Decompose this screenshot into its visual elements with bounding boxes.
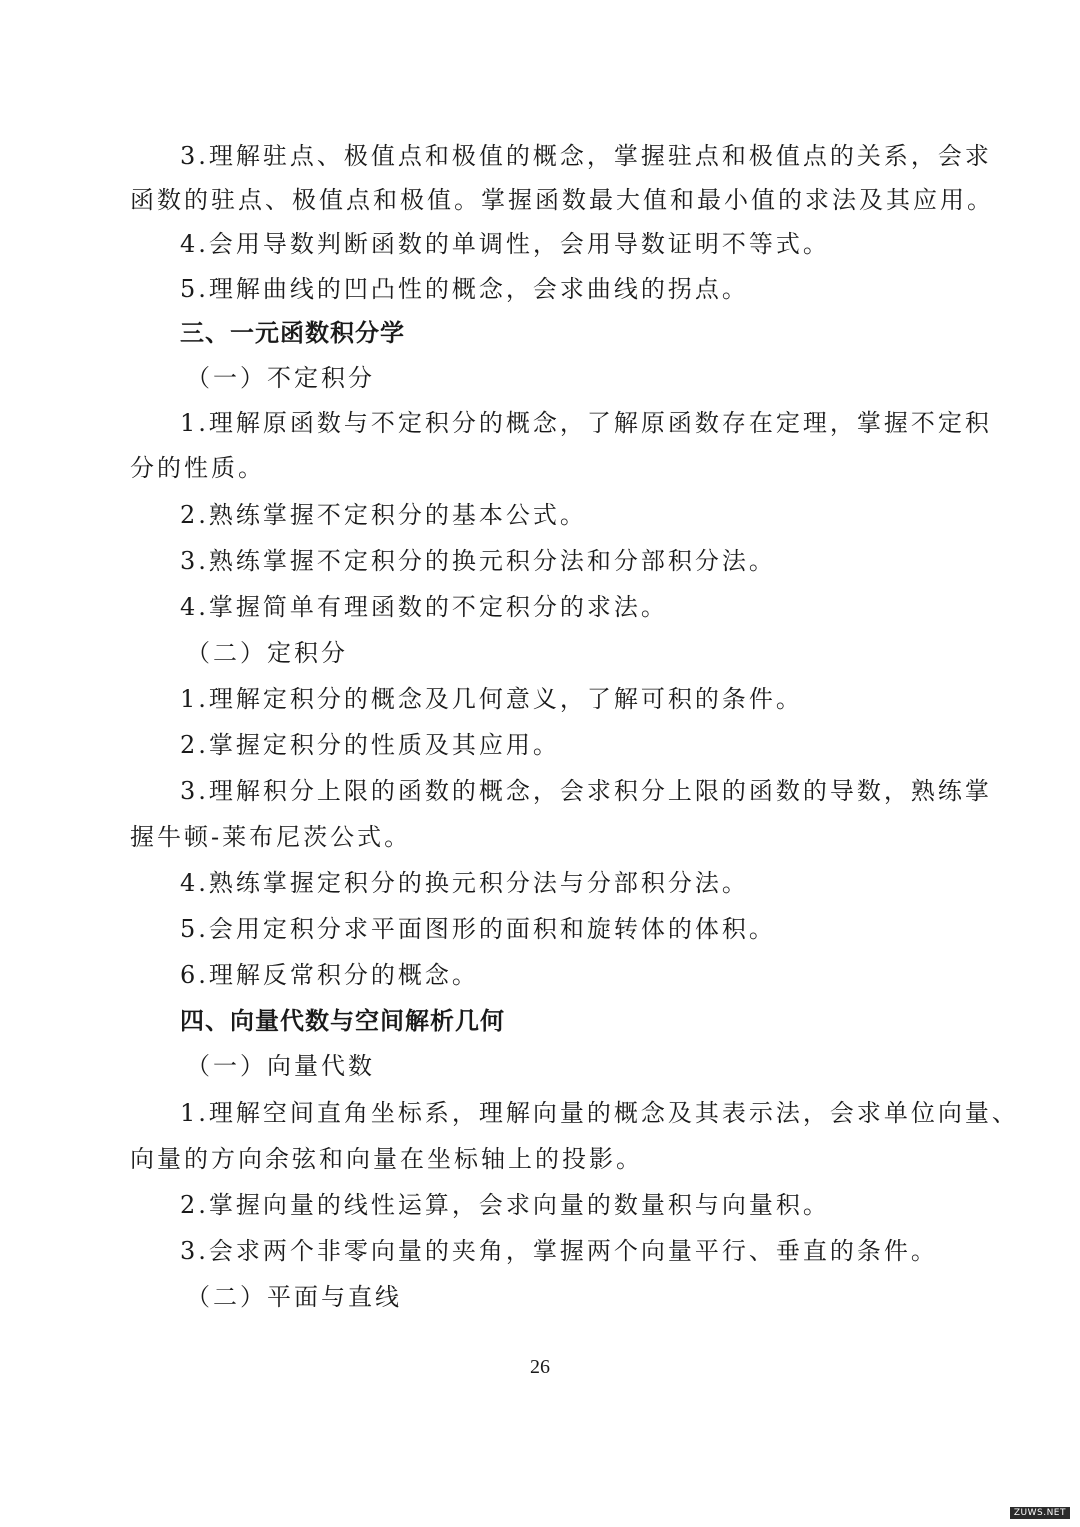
- text-line: 2.掌握定积分的性质及其应用。: [180, 731, 560, 759]
- subsection-heading: （一）向量代数: [186, 1052, 375, 1080]
- text-line: 向量的方向余弦和向量在坐标轴上的投影。: [130, 1145, 643, 1173]
- subsection-heading: （二）定积分: [186, 639, 348, 667]
- text-line: 3.会求两个非零向量的夹角，掌握两个向量平行、垂直的条件。: [180, 1237, 938, 1265]
- subsection-heading: （一）不定积分: [186, 364, 375, 392]
- text-line: 2.熟练掌握不定积分的基本公式。: [180, 501, 587, 529]
- page-number: 26: [530, 1356, 550, 1378]
- section-heading: 三、一元函数积分学: [180, 319, 405, 347]
- text-line: 6.理解反常积分的概念。: [180, 961, 479, 989]
- text-line: 1.理解空间直角坐标系，理解向量的概念及其表示法，会求单位向量、: [180, 1099, 1019, 1127]
- text-line: 5.理解曲线的凹凸性的概念，会求曲线的拐点。: [180, 275, 749, 303]
- text-line: 4.掌握简单有理函数的不定积分的求法。: [180, 593, 668, 621]
- text-line: 3.熟练掌握不定积分的换元积分法和分部积分法。: [180, 547, 776, 575]
- subsection-heading: （二）平面与直线: [186, 1283, 402, 1311]
- text-line: 1.理解定积分的概念及几何意义，了解可积的条件。: [180, 685, 803, 713]
- text-line: 2.掌握向量的线性运算，会求向量的数量积与向量积。: [180, 1191, 830, 1219]
- text-line: 4.会用导数判断函数的单调性，会用导数证明不等式。: [180, 230, 830, 258]
- text-line: 1.理解原函数与不定积分的概念，了解原函数存在定理，掌握不定积: [180, 409, 992, 437]
- section-heading: 四、向量代数与空间解析几何: [180, 1007, 505, 1035]
- watermark: ZUWS.NET: [1010, 1507, 1070, 1519]
- text-line: 5.会用定积分求平面图形的面积和旋转体的体积。: [180, 915, 776, 943]
- text-line: 分的性质。: [130, 454, 265, 482]
- text-line: 3.理解积分上限的函数的概念，会求积分上限的函数的导数，熟练掌: [180, 777, 992, 805]
- text-line: 函数的驻点、极值点和极值。掌握函数最大值和最小值的求法及其应用。: [130, 186, 994, 214]
- text-line: 4.熟练掌握定积分的换元积分法与分部积分法。: [180, 869, 749, 897]
- text-line: 握牛顿-莱布尼茨公式。: [130, 823, 412, 851]
- text-line: 3.理解驻点、极值点和极值的概念，掌握驻点和极值点的关系，会求: [180, 142, 992, 170]
